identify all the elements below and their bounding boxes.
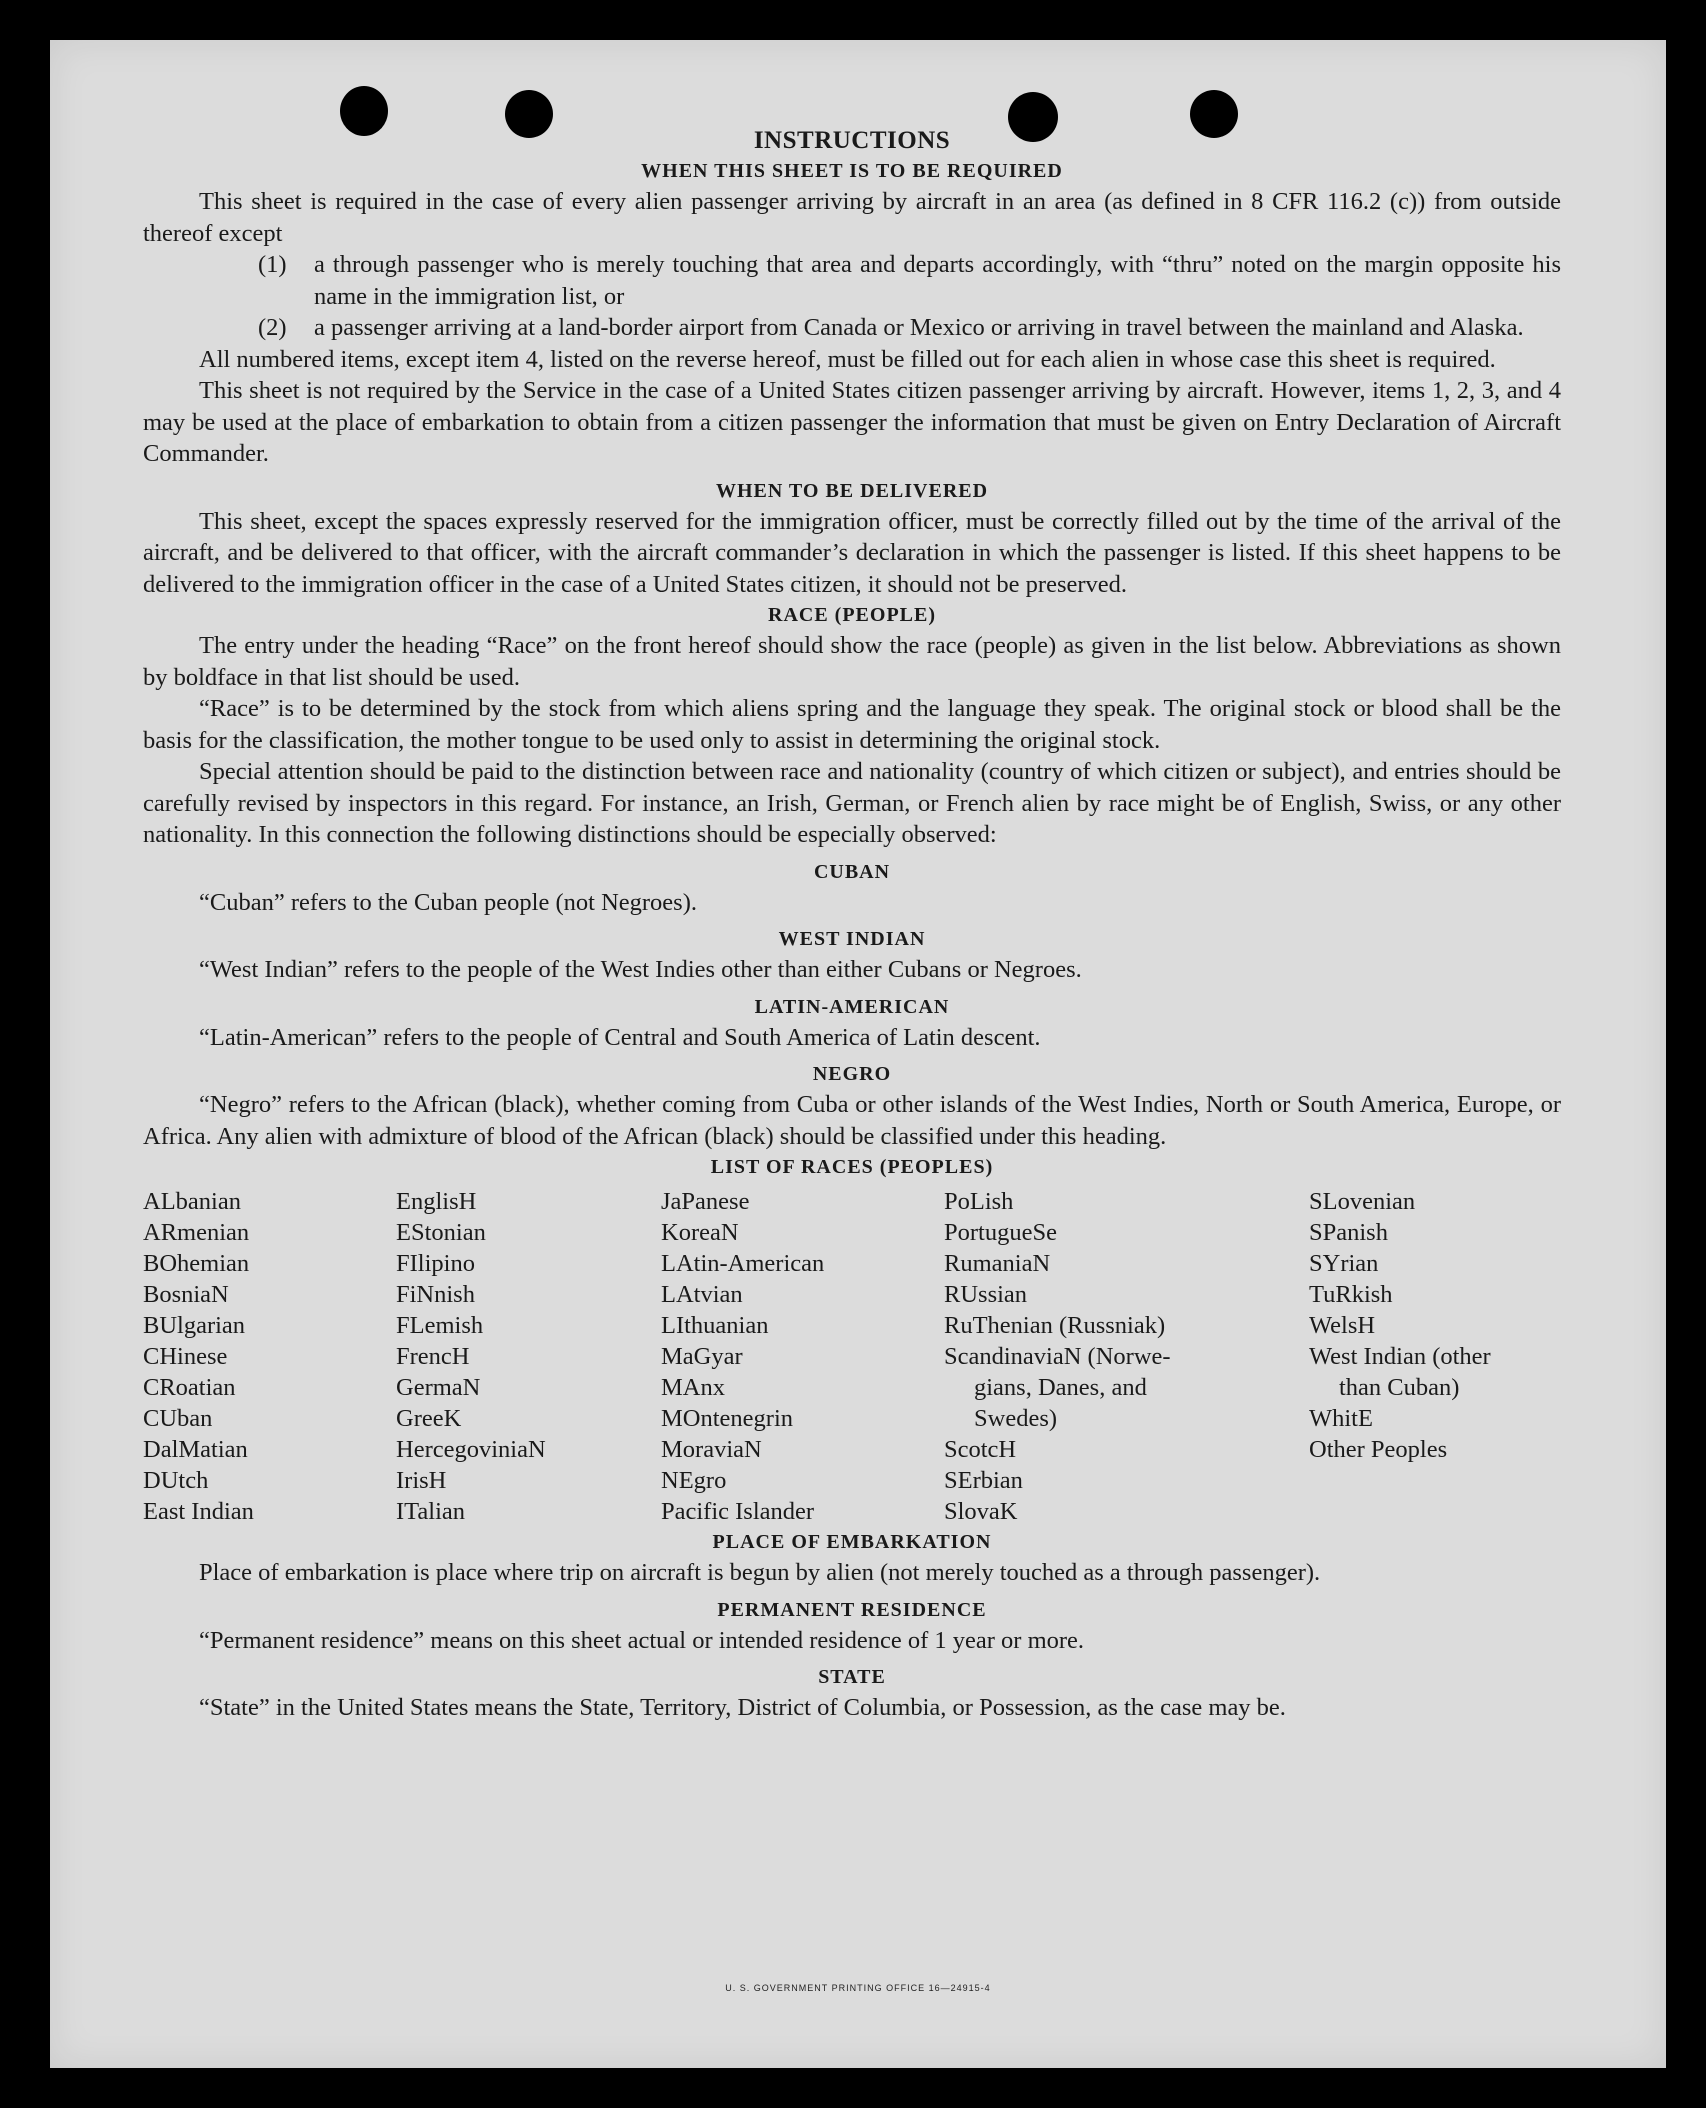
race-paragraph-1: The entry under the heading “Race” on the front hereof should show the race (people) as given in the list below. Abbreviations as shown by boldface in that list should be used. <box>143 632 1561 691</box>
race-entry: Pacific Islander <box>661 1498 815 1525</box>
race-entry: KoreaN <box>661 1219 739 1246</box>
race-entry: SErbian <box>944 1467 1023 1494</box>
race-entry: WhitE <box>1309 1405 1373 1432</box>
race-entry: ALbanian <box>143 1188 241 1215</box>
race-entry: SlovaK <box>944 1498 1018 1525</box>
race-entry: RUssian <box>944 1281 1028 1308</box>
race-column-4 <box>944 1186 1309 1527</box>
race-entry: BUlgarian <box>143 1312 246 1339</box>
race-entry: GreeK <box>396 1405 462 1432</box>
race-entry: MaGyar <box>661 1343 743 1370</box>
printer-imprint: U. S. GOVERNMENT PRINTING OFFICE 16—24915-4 <box>725 1983 991 1993</box>
race-paragraph-2: “Race” is to be determined by the stock from which aliens spring and the language they speak. The original stock or blood shall be the basis for the classification, the mother tongue to be used only to assist in determining the original stock. <box>143 695 1561 754</box>
negro-text: “Negro” refers to the African (black), whether coming from Cuba or other islands of the West Indies, North or South America, Europe, or Africa. Any alien with admixture of blood of the African (black) should be classified under this heading. <box>143 1091 1561 1150</box>
race-entry: RumaniaN <box>944 1250 1051 1277</box>
page-title: INSTRUCTIONS <box>753 127 951 154</box>
race-entry: FrencH <box>396 1343 470 1370</box>
section-heading-when-delivered: WHEN TO BE DELIVERED <box>715 479 989 502</box>
section-heading-cuban: CUBAN <box>813 860 891 883</box>
race-entry: MOntenegrin <box>661 1405 793 1432</box>
exception-item-number: (2) <box>258 314 287 341</box>
race-entry: ScotcH <box>944 1436 1017 1463</box>
section-heading-latin-american: LATIN-AMERICAN <box>754 995 950 1018</box>
race-entry: SPanish <box>1309 1219 1388 1246</box>
section-heading-embarkation: PLACE OF EMBARKATION <box>712 1531 992 1553</box>
race-entry: IrisH <box>396 1467 447 1494</box>
section-heading-west-indian: WEST INDIAN <box>778 928 926 950</box>
race-column-1 <box>143 1186 396 1527</box>
section-heading-race: RACE (PEOPLE) <box>768 604 936 626</box>
race-entry: CUban <box>143 1405 213 1432</box>
race-paragraph-3: Special attention should be paid to the distinction between race and nationality (country of which citizen or subject), and entries should be carefully revised by inspectors in this regard. For instance, an Irish, German, or French alien by race might be of English, Swiss, or any other nationality. In this connection the following distinctions should be especially observed: <box>143 758 1561 848</box>
race-entry: LAtvian <box>661 1281 743 1308</box>
section-heading-negro: NEGRO <box>812 1063 892 1085</box>
race-entry: Other Peoples <box>1309 1436 1448 1463</box>
race-entry: FiNnish <box>396 1281 475 1308</box>
race-entry: MAnx <box>661 1374 725 1401</box>
race-entry: PortugueSe <box>944 1219 1057 1246</box>
race-entry: ScandinaviaN (Norwe- <box>944 1343 1171 1370</box>
race-entry: ITalian <box>396 1498 466 1525</box>
when-delivered-text: This sheet, except the spaces expressly reserved for the immigration officer, must be correctly filled out by the time of the arrival of the aircraft, and be delivered to that officer, with the aircraft commander’s declaration in which the passenger is listed. If this sheet happens to be delivered to the immigration officer in the case of a United States citizen, it should not be preserved. <box>143 507 1561 598</box>
instructions-body <box>143 126 1561 1724</box>
section-heading-list-of-races: LIST OF RACES (PEOPLES) <box>710 1156 994 1178</box>
exception-item-text: a through passenger who is merely touching that area and departs accordingly, with “thru” noted on the margin opposite his name in the immigration list, or <box>314 251 1561 310</box>
race-entry: BOhemian <box>143 1250 250 1277</box>
race-entry: FIlipino <box>396 1250 475 1277</box>
race-entry: ARmenian <box>143 1219 250 1246</box>
section-heading-state: STATE <box>818 1666 886 1688</box>
exception-item-2 <box>143 312 1561 344</box>
race-entry: BosniaN <box>143 1281 229 1308</box>
race-list <box>143 1186 1561 1527</box>
when-required-paragraph-3: This sheet is not required by the Service in the case of a United States citizen passenger arriving by aircraft. However, items 1, 2, 3, and 4 may be used at the place of embarkation to obtain from a citizen passenger the information that must be given on Entry Declaration of Aircraft Commander. <box>143 377 1561 467</box>
race-entry: West Indian (other <box>1309 1343 1491 1370</box>
permanent-residence-text: “Permanent residence” means on this sheet actual or intended residence of 1 year or more. <box>199 1626 1085 1654</box>
latin-american-text: “Latin-American” refers to the people of Central and South America of Latin descent. <box>199 1023 1041 1051</box>
race-entry: WelsH <box>1309 1312 1376 1339</box>
race-entry: LAtin-American <box>661 1250 825 1277</box>
race-entry: East Indian <box>143 1498 254 1525</box>
west-indian-text: “West Indian” refers to the people of the West Indies other than either Cubans or Negroes. <box>199 956 1082 983</box>
race-entry: than Cuban) <box>1339 1374 1460 1401</box>
exception-item-1 <box>143 249 1561 312</box>
race-entry: Swedes) <box>974 1405 1058 1432</box>
exception-item-text: a passenger arriving at a land-border airport from Canada or Mexico or arriving in travel between the mainland and Alaska. <box>314 314 1524 341</box>
race-entry: EStonian <box>396 1219 486 1246</box>
race-entry: gians, Danes, and <box>974 1374 1147 1401</box>
race-entry: GermaN <box>396 1374 481 1401</box>
race-entry: EnglisH <box>396 1188 477 1215</box>
race-entry: PoLish <box>944 1188 1014 1215</box>
race-entry: NEgro <box>661 1467 727 1494</box>
race-entry: DUtch <box>143 1467 209 1494</box>
race-entry: HercegoviniaN <box>396 1436 546 1463</box>
section-heading-when-required: WHEN THIS SHEET IS TO BE REQUIRED <box>641 160 1063 182</box>
race-column-3 <box>661 1186 944 1527</box>
exception-item-number: (1) <box>258 251 287 278</box>
race-entry: DalMatian <box>143 1436 248 1463</box>
race-entry: SLovenian <box>1309 1188 1416 1215</box>
race-column-2 <box>396 1186 661 1527</box>
cuban-text: “Cuban” refers to the Cuban people (not Negroes). <box>199 888 697 916</box>
race-entry: CHinese <box>143 1343 228 1370</box>
race-entry: FLemish <box>396 1312 484 1339</box>
section-heading-permanent-residence: PERMANENT RESIDENCE <box>717 1598 987 1621</box>
when-required-intro: This sheet is required in the case of every alien passenger arriving by aircraft in an area (as defined in 8 CFR 116.2 (c)) from outside thereof except <box>143 188 1561 247</box>
race-entry: SYrian <box>1309 1250 1379 1277</box>
race-entry: MoraviaN <box>661 1436 762 1463</box>
race-entry: LIthuanian <box>661 1312 769 1339</box>
race-entry: RuThenian (Russniak) <box>944 1312 1166 1339</box>
race-column-5 <box>1309 1186 1559 1527</box>
race-entry: CRoatian <box>143 1374 236 1401</box>
state-text: “State” in the United States means the State, Territory, District of Columbia, or Possession, as the case may be. <box>199 1694 1286 1721</box>
race-entry: JaPanese <box>661 1188 750 1215</box>
document-sheet <box>50 40 1666 2068</box>
when-required-paragraph-2: All numbered items, except item 4, listed on the reverse hereof, must be filled out for each alien in whose case this sheet is required. <box>199 345 1496 373</box>
embarkation-text: Place of embarkation is place where trip on aircraft is begun by alien (not merely touched as a through passenger). <box>199 1559 1321 1586</box>
race-entry: TuRkish <box>1309 1281 1393 1308</box>
